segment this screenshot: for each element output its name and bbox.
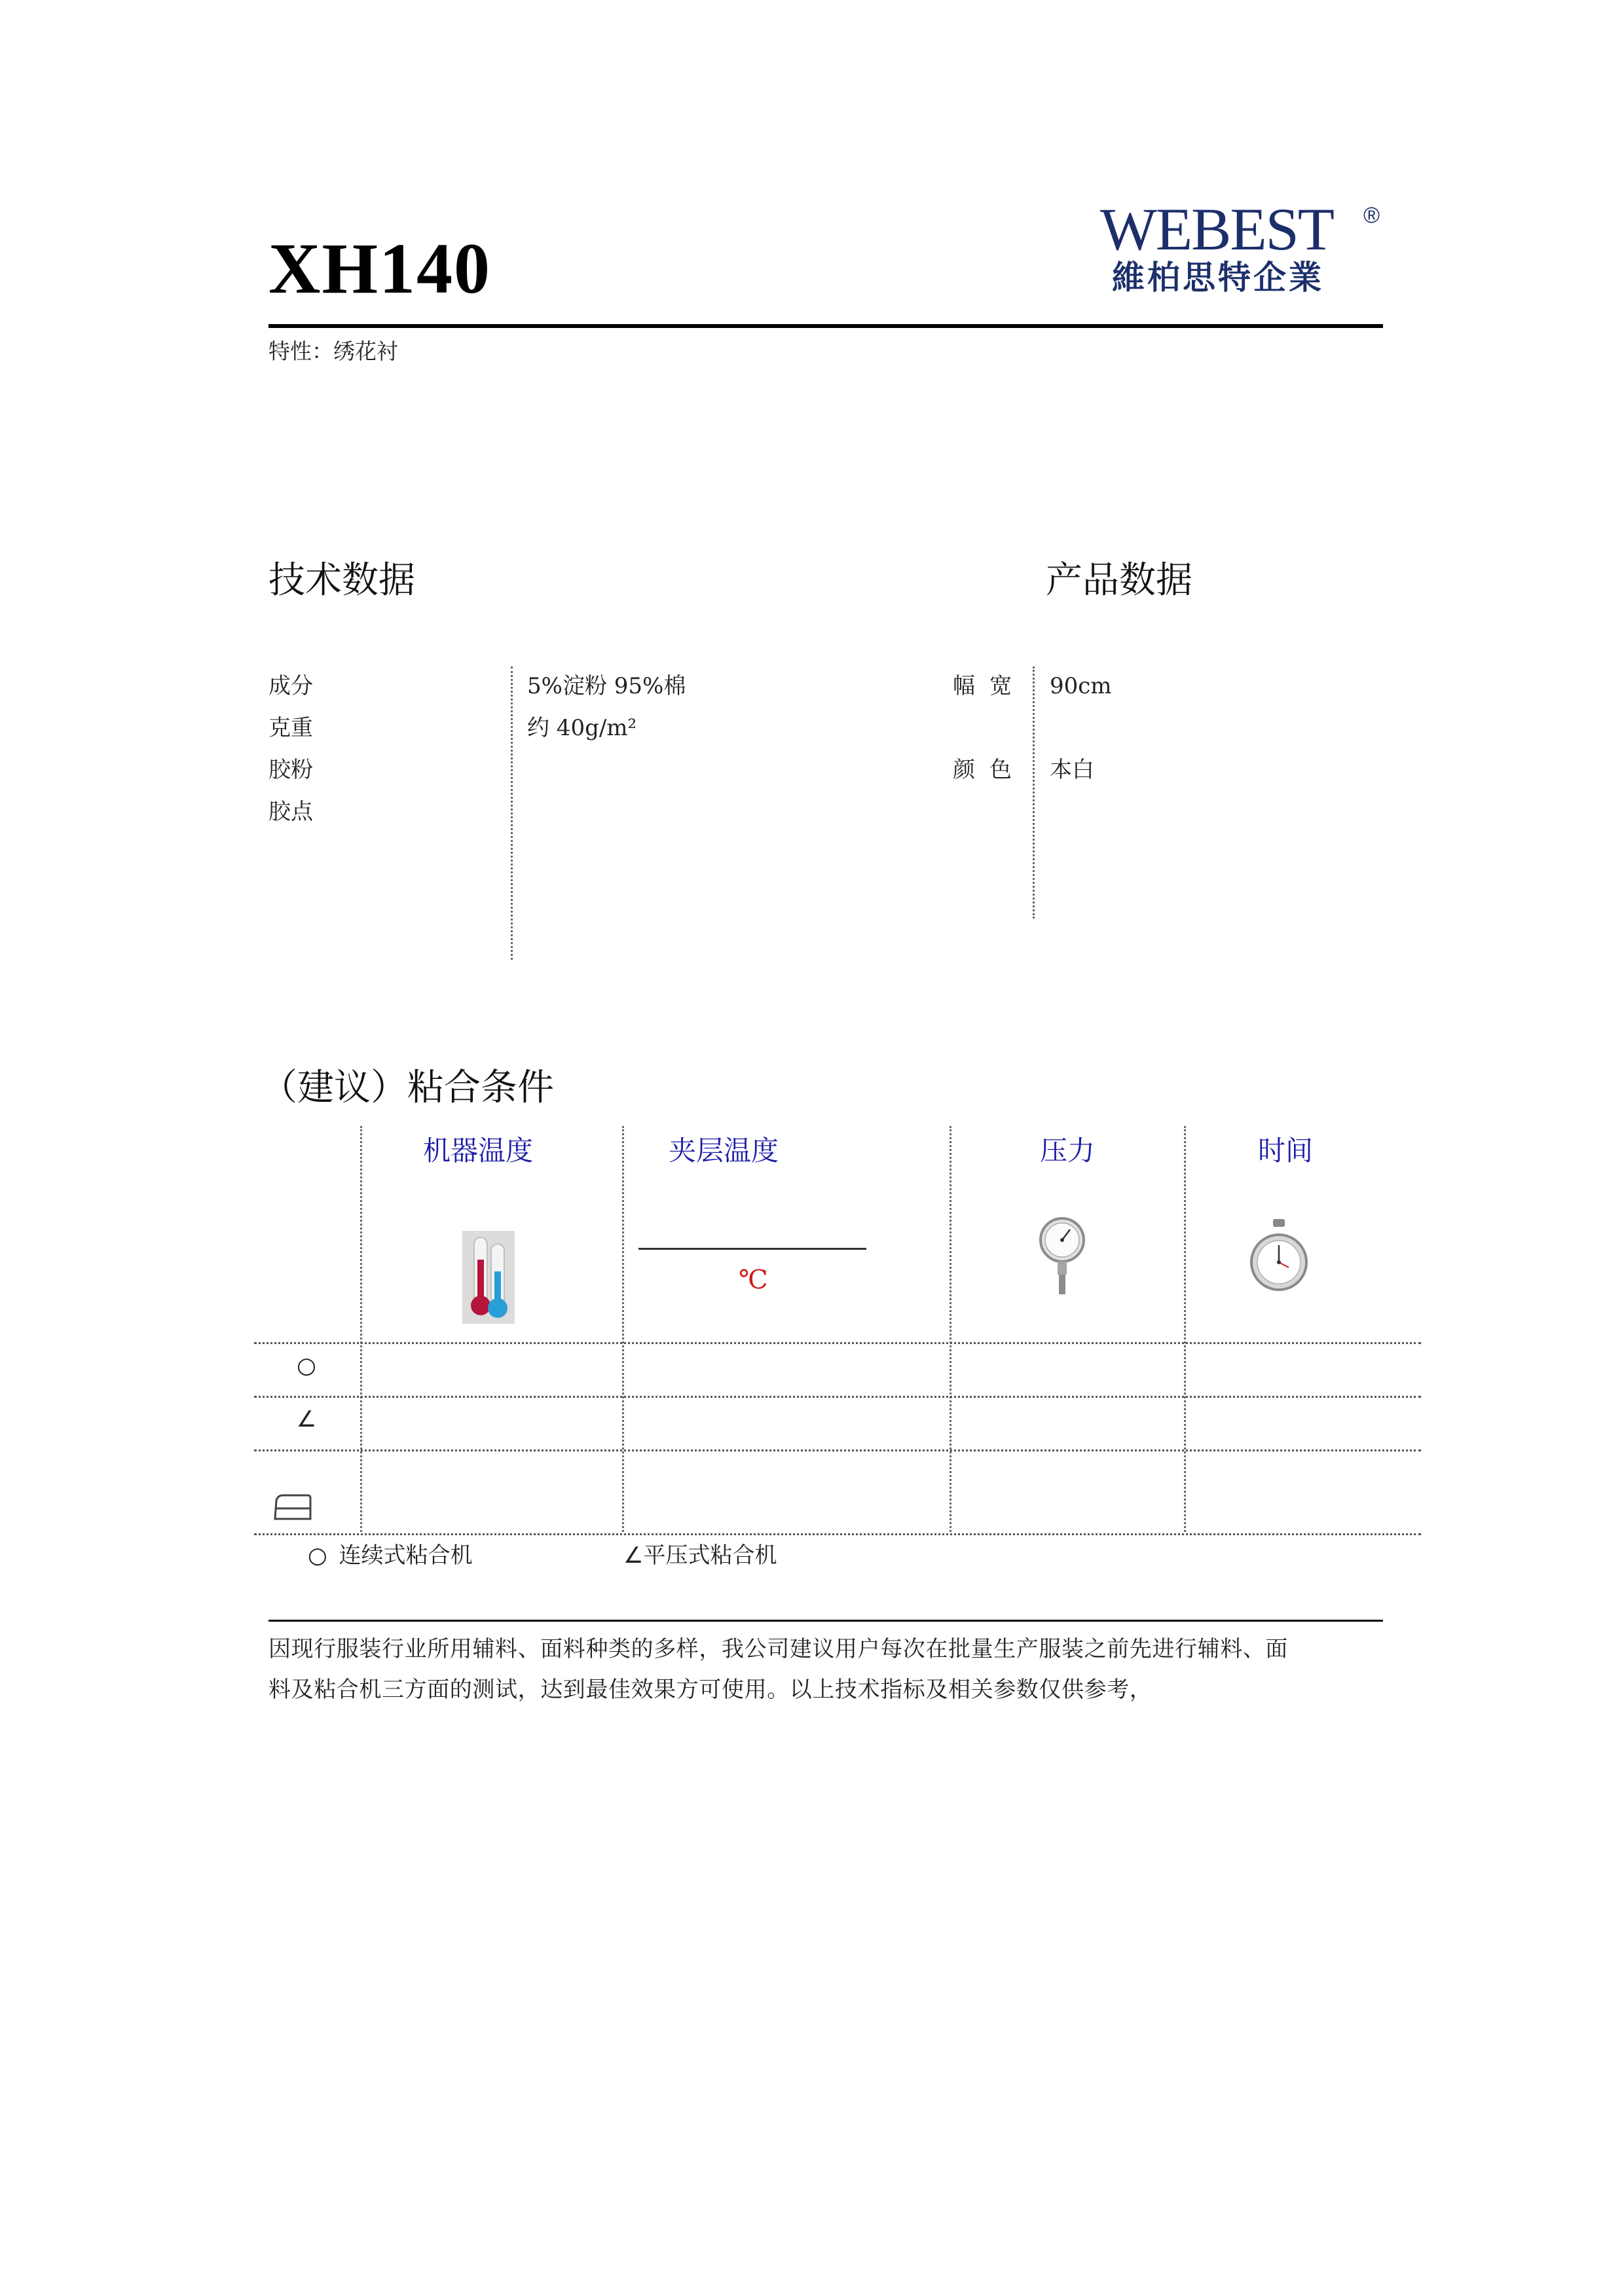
prod-value-color: 本白 bbox=[1050, 757, 1094, 783]
table-column-divider bbox=[622, 1126, 624, 1532]
cell-machine-temp-flat-press bbox=[367, 1405, 616, 1434]
table-column-divider bbox=[360, 1126, 362, 1532]
legend-flat-press bbox=[623, 1541, 777, 1570]
product-data-divider bbox=[1033, 666, 1035, 919]
cell-time-flat-press bbox=[1190, 1405, 1413, 1434]
product-data-heading: 产品数据 bbox=[1046, 559, 1192, 602]
feature-line: 特性：绣花衬 bbox=[268, 338, 398, 364]
prod-value-width: 90cm bbox=[1050, 673, 1112, 699]
tech-label-weight: 克重 bbox=[268, 715, 313, 741]
footer-divider bbox=[268, 1620, 1383, 1622]
prod-label-width: 幅宽 bbox=[953, 673, 1012, 699]
cell-pressure-continuous bbox=[956, 1351, 1179, 1380]
cell-pressure-iron bbox=[956, 1480, 1179, 1508]
tech-label-adhesive-powder: 胶粉 bbox=[268, 757, 313, 783]
prod-label-color: 颜色 bbox=[953, 757, 1012, 783]
col-head-pressure: 压力 bbox=[1039, 1135, 1095, 1167]
table-row-divider bbox=[254, 1396, 1421, 1398]
disclaimer-text bbox=[268, 1629, 1388, 1710]
tech-label-composition: 成分 bbox=[268, 673, 313, 699]
legend-text-continuous: 连续式粘合机 bbox=[339, 1542, 473, 1569]
row-symbol-continuous: ○ bbox=[297, 1353, 316, 1379]
tech-data-divider bbox=[511, 666, 513, 960]
tech-value-composition: 5%淀粉 95%棉 bbox=[527, 673, 686, 699]
cell-pressure-flat-press bbox=[956, 1405, 1179, 1434]
legend-symbol-continuous: ○ bbox=[308, 1542, 327, 1569]
legend-continuous bbox=[308, 1541, 473, 1570]
logo-wordmark: WEBEST bbox=[1100, 196, 1333, 263]
technical-data-heading: 技术数据 bbox=[268, 559, 415, 602]
cell-machine-temp-continuous bbox=[367, 1351, 616, 1380]
iron-icon bbox=[272, 1493, 313, 1522]
table-row-divider bbox=[254, 1342, 1421, 1344]
cell-interlayer-temp-flat-press bbox=[629, 1405, 943, 1434]
col-head-machine-temp: 机器温度 bbox=[422, 1135, 533, 1167]
disclaimer-line-1: 因现行服装行业所用辅料、面料种类的多样，我公司建议用户每次在批量生产服装之前先进行辅料、面 bbox=[268, 1636, 1288, 1662]
celsius-unit: ℃ bbox=[739, 1265, 768, 1295]
logo-registered-mark: ® bbox=[1363, 203, 1380, 228]
bonding-conditions-heading: （建议）粘合条件 bbox=[261, 1066, 554, 1109]
cell-interlayer-temp-iron bbox=[629, 1480, 943, 1508]
cell-interlayer-temp-continuous bbox=[629, 1351, 943, 1380]
stopwatch-icon bbox=[1249, 1219, 1308, 1295]
legend-text-flat-press: 平压式粘合机 bbox=[643, 1542, 777, 1569]
row-symbol-flat-press: ∠ bbox=[296, 1406, 317, 1432]
disclaimer-line-2: 料及粘合机三方面的测试，达到最佳效果方可使用。以上技术指标及相关参数仅供参考， bbox=[268, 1677, 1153, 1703]
table-row-divider bbox=[254, 1533, 1421, 1535]
pressure-gauge-icon bbox=[1039, 1216, 1086, 1299]
header-divider bbox=[268, 324, 1383, 328]
logo-company-name: 維柏思特企業 bbox=[1112, 259, 1324, 297]
cell-machine-temp-iron bbox=[367, 1480, 616, 1508]
tech-value-weight: 约 40g/m² bbox=[527, 715, 637, 741]
product-code-title: XH140 bbox=[268, 228, 491, 308]
legend-symbol-flat-press: ∠ bbox=[623, 1542, 644, 1569]
col-head-time: 时间 bbox=[1257, 1135, 1313, 1167]
cell-time-continuous bbox=[1190, 1351, 1413, 1380]
cell-time-iron bbox=[1190, 1480, 1413, 1508]
company-logo bbox=[1100, 196, 1382, 308]
col-head-interlayer-temp: 夹层温度 bbox=[668, 1135, 779, 1167]
tech-label-adhesive-dots: 胶点 bbox=[268, 799, 313, 825]
table-column-divider bbox=[950, 1126, 951, 1532]
table-row-divider bbox=[254, 1449, 1421, 1451]
interlayer-temp-blank-line bbox=[638, 1248, 866, 1250]
table-column-divider bbox=[1184, 1126, 1186, 1532]
thermometer-icon bbox=[462, 1231, 515, 1324]
